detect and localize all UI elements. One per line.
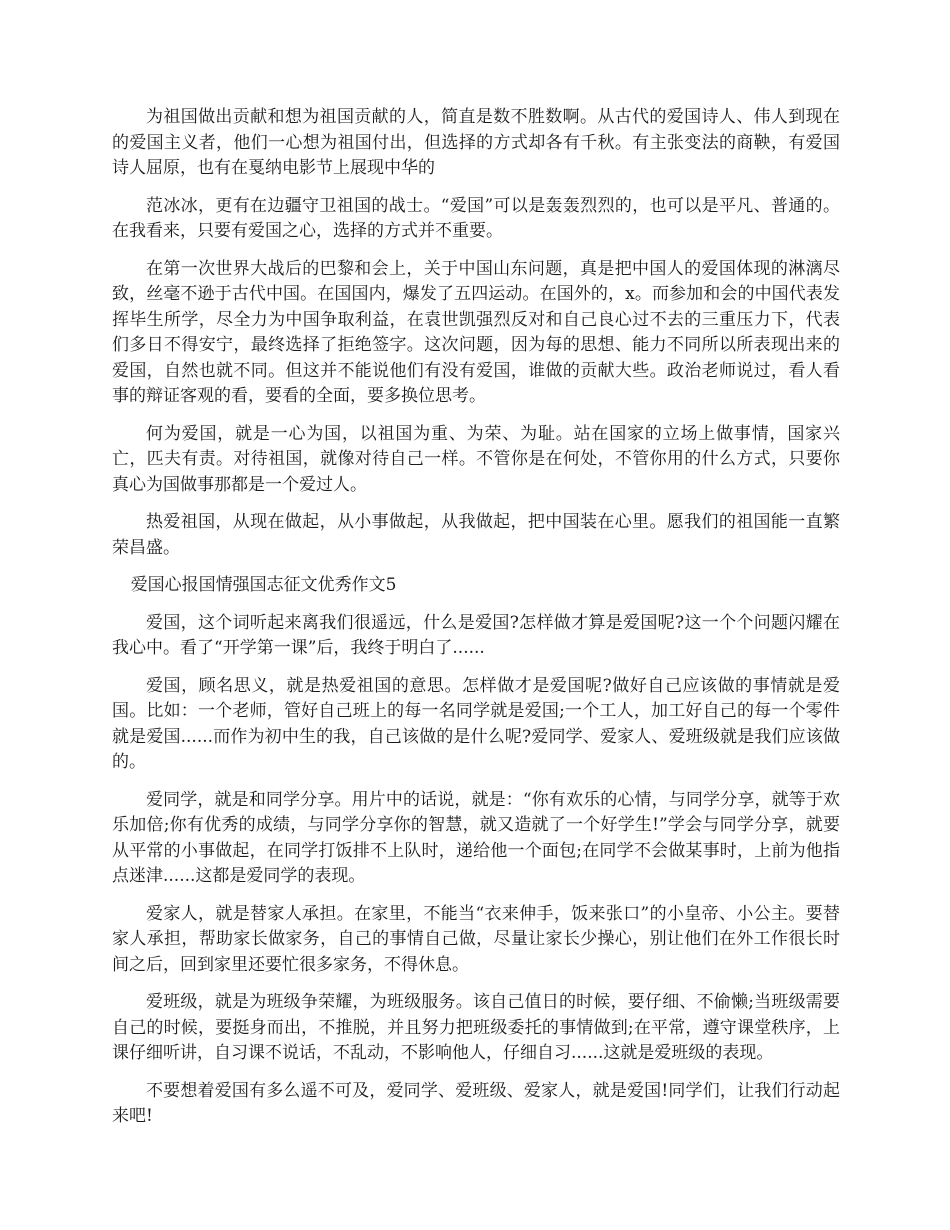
paragraph: 热爱祖国，从现在做起，从小事做起，从我做起，把中国装在心里。愿我们的祖国能一直繁荣昌盛。 bbox=[112, 512, 840, 558]
paragraph: 爱家人，就是替家人承担。在家里，不能当“衣来伸手，饭来张口”的小皇帝、小公主。要替家人承担，帮助家长做家务，自己的事情自己做，尽量让家长少操心，别让他们在外工作很长时间之后，回到家里还要忙很多家务，不得休息。 bbox=[112, 903, 840, 975]
paragraph: 何为爱国，就是一心为国，以祖国为重、为荣、为耻。站在国家的立场上做事情，国家兴亡，匹夫有责。对待祖国，就像对待自己一样。不管你是在何处，不管你用的什么方式，只要你真心为国做事那都是一个爱过人。 bbox=[112, 423, 840, 495]
paragraph: 爱班级，就是为班级争荣耀，为班级服务。该自己值日的时候，要仔细、不偷懒;当班级需要自己的时候，要挺身而出，不推脱，并且努力把班级委托的事情做到;在平常，遵守课堂秩序，上课仔细听讲，自习课不说话，不乱动，不影响他人，仔细自习......这就是爱班级的表现。 bbox=[112, 992, 840, 1063]
section-heading: 爱国心报国情强国志征文优秀作文5 bbox=[130, 575, 397, 595]
document-body bbox=[112, 105, 840, 1142]
paragraph: 范冰冰，更有在边疆守卫祖国的战士。“爱国”可以是轰轰烈烈的，也可以是平凡、普通的。在我看来，只要有爱国之心，选择的方式并不重要。 bbox=[112, 195, 840, 241]
paragraph: 为祖国做出贡献和想为祖国贡献的人，简直是数不胜数啊。从古代的爱国诗人、伟人到现在的爱国主义者，他们一心想为祖国付出，但选择的方式却各有千秋。有主张变法的商鞅，有爱国诗人屈原，也有在戛纳电影节上展现中华的 bbox=[112, 107, 840, 178]
paragraph: 不要想着爱国有多么遥不可及，爱同学、爱班级、爱家人，就是爱国!同学们，让我们行动起来吧! bbox=[112, 1080, 840, 1126]
paragraph: 爱国，顾名思义，就是热爱祖国的意思。怎样做才是爱国呢?做好自己应该做的事情就是爱国。比如：一个老师，管好自己班上的每一名同学就是爱国;一个工人，加工好自己的每一个零件就是爱国......而作为初中生的我，自己该做的是什么呢?爱同学、爱家人、爱班级就是我们应该做的。 bbox=[112, 675, 840, 772]
paragraph: 爱同学，就是和同学分享。用片中的话说，就是：“你有欢乐的心情，与同学分享，就等于欢乐加倍;你有优秀的成绩，与同学分享你的智慧，就又造就了一个好学生!”学会与同学分享，就要从平常的小事做起，在同学打饭排不上队时，递给他一个面包;在同学不会做某事时，上前为他指点迷津......这都是爱同学的表现。 bbox=[112, 789, 840, 886]
paragraph: 爱国，这个词听起来离我们很遥远，什么是爱国?怎样做才算是爱国呢?这一个个问题闪耀在我心中。看了“开学第一课”后，我终于明白了...... bbox=[112, 612, 840, 658]
paragraph: 在第一次世界大战后的巴黎和会上，关于中国山东问题，真是把中国人的爱国体现的淋漓尽致，丝毫不逊于古代中国。在国国内，爆发了五四运动。在国外的，x。而参加和会的中国代表发挥毕生所学，尽全力为中国争取利益，在袁世凯强烈反对和自己良心过不去的三重压力下，代表们多日不得安宁，最终选择了拒绝签字。这次问题，因为每的思想、能力不同所以所表现出来的爱国，自然也就不同。但这并不能说他们有没有爱国，谁做的贡献大些。政治老师说过，看人看事的辩证客观的看，要看的全面，要多换位思考。 bbox=[112, 258, 840, 406]
